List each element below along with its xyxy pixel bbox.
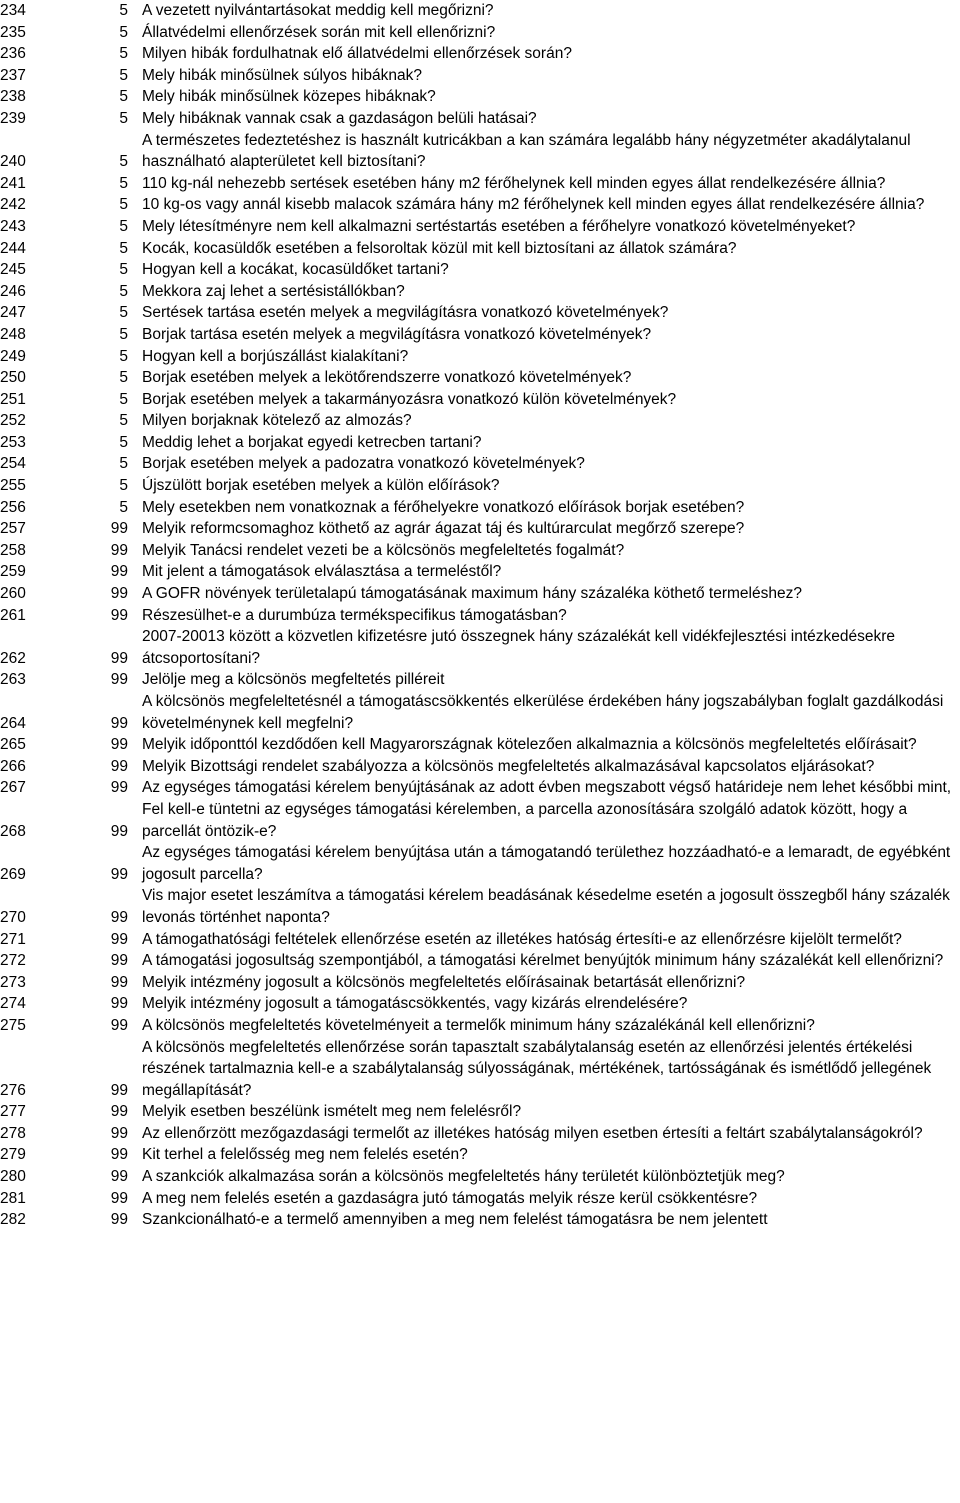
question-row [0, 259, 960, 281]
question-number: 238 [0, 88, 26, 106]
question-row [0, 173, 960, 195]
question-row [0, 561, 960, 583]
question-number: 276 [0, 1081, 26, 1099]
question-number: 247 [0, 304, 26, 322]
question-category: 99 [110, 1103, 128, 1121]
question-text: Mely hibák minősülnek súlyos hibáknak? [142, 66, 423, 84]
question-category: 99 [110, 1124, 128, 1142]
question-text: Melyik időponttól kezdődően kell Magyarországnak kötelezően alkalmaznia a kölcsönös megfeleltetés előírásait? [142, 736, 917, 754]
question-category: 5 [119, 239, 128, 257]
question-row [0, 1015, 960, 1037]
question-row [0, 1101, 960, 1123]
question-category: 99 [110, 541, 128, 559]
question-category: 99 [110, 822, 128, 840]
question-number: 241 [0, 174, 26, 192]
question-number: 250 [0, 369, 26, 387]
question-category: 99 [110, 736, 128, 754]
question-row [0, 777, 960, 799]
question-text: Az egységes támogatási kérelem benyújtása után a támogatandó területhez hozzáadható-e a lemaradt, de egyébként jogosult parcella? [142, 844, 951, 883]
question-category: 99 [110, 952, 128, 970]
question-number: 240 [0, 153, 26, 171]
question-row [0, 86, 960, 108]
question-category: 5 [119, 390, 128, 408]
question-number: 275 [0, 1016, 26, 1034]
question-number: 255 [0, 477, 26, 495]
question-row [0, 497, 960, 519]
question-text: Sertések tartása esetén melyek a megvilágításra vonatkozó követelmények? [142, 304, 669, 322]
question-row [0, 1166, 960, 1188]
question-text: Borjak esetében melyek a takarmányozásra vonatkozó külön követelmények? [142, 390, 677, 408]
question-row [0, 1209, 960, 1231]
question-row [0, 518, 960, 540]
question-category: 99 [110, 1146, 128, 1164]
question-text: A kölcsönös megfeleltetésnél a támogatáscsökkentés elkerülése érdekében hány jogszabályban foglalt gazdálkodási követelménynek kell megfelni? [142, 693, 944, 732]
question-category: 5 [119, 304, 128, 322]
question-category: 99 [110, 606, 128, 624]
question-text: Milyen borjaknak kötelező az almozás? [142, 412, 412, 430]
question-row [0, 216, 960, 238]
question-row [0, 583, 960, 605]
question-text: Melyik Tanácsi rendelet vezeti be a kölcsönös megfeleltetés fogalmát? [142, 541, 625, 559]
question-text: Szankcionálható-e a termelő amennyiben a meg nem felelést támogatásra be nem jelentett [142, 1211, 768, 1229]
question-number: 279 [0, 1146, 26, 1164]
question-text: Melyik Bizottsági rendelet szabályozza a kölcsönös megfeleltetés alkalmazásával kapcsolatos eljárásokat? [142, 757, 875, 775]
question-row [0, 324, 960, 346]
question-row [0, 410, 960, 432]
question-text: Kit terhel a felelősség meg nem felelés esetén? [142, 1146, 468, 1164]
question-category: 99 [110, 649, 128, 667]
question-number: 266 [0, 757, 26, 775]
question-row [0, 475, 960, 497]
question-text: A meg nem felelés esetén a gazdaságra jutó támogatás melyik része kerül csökkentésre? [142, 1189, 758, 1207]
question-text: A vezetett nyilvántartásokat meddig kell megőrizni? [142, 2, 494, 19]
question-category: 5 [119, 217, 128, 235]
question-row [0, 799, 960, 842]
question-number: 246 [0, 282, 26, 300]
question-row [0, 389, 960, 411]
question-category: 99 [110, 865, 128, 883]
question-number: 239 [0, 109, 26, 127]
question-category: 99 [110, 779, 128, 797]
question-category: 5 [119, 433, 128, 451]
question-category: 5 [119, 369, 128, 387]
question-number: 236 [0, 45, 26, 63]
question-text: 10 kg-os vagy annál kisebb malacok számára hány m2 férőhelynek kell minden egyes állat rendelkezésére állnia? [142, 196, 925, 214]
question-number: 281 [0, 1189, 26, 1207]
question-number: 263 [0, 671, 26, 689]
question-number: 273 [0, 973, 26, 991]
question-number: 248 [0, 325, 26, 343]
question-row [0, 0, 960, 22]
question-text: Részesülhet-e a durumbúza termékspecifikus támogatásban? [142, 606, 567, 624]
question-number: 274 [0, 995, 26, 1013]
question-text: Mely hibák minősülnek közepes hibáknak? [142, 88, 436, 106]
question-number: 265 [0, 736, 26, 754]
question-category: 99 [110, 757, 128, 775]
question-category: 5 [119, 477, 128, 495]
question-category: 99 [110, 714, 128, 732]
question-row [0, 43, 960, 65]
question-row [0, 281, 960, 303]
question-text: Mely létesítményre nem kell alkalmazni sertéstartás esetében a férőhelyre vonatkozó követelményeket? [142, 217, 856, 235]
question-number: 280 [0, 1168, 26, 1186]
question-category: 5 [119, 412, 128, 430]
question-number: 243 [0, 217, 26, 235]
question-category: 5 [119, 66, 128, 84]
question-text: Melyik reformcsomaghoz köthető az agrár ágazat táj és kultúrarculat megőrző szerepe? [142, 520, 745, 538]
question-text: Az egységes támogatási kérelem benyújtásának az adott évben megszabott végső határideje nem lehet későbbi mint, [142, 779, 952, 797]
question-number: 278 [0, 1124, 26, 1142]
question-row [0, 65, 960, 87]
question-number: 267 [0, 779, 26, 797]
question-text: A természetes fedeztetéshez is használt kutricákban a kan számára legalább hány négyzetméter akadálytalanul használható alapterületet kell biztosítani? [142, 131, 911, 171]
question-row [0, 1123, 960, 1145]
question-category: 99 [110, 671, 128, 689]
question-text: A kölcsönös megfeleltetés követelményeit a termelők minimum hány százalékánál kell ellenőrizni? [142, 1016, 815, 1034]
question-number: 249 [0, 347, 26, 365]
question-text: Melyik intézmény jogosult a kölcsönös megfeleltetés előírásainak betartását ellenőrizni? [142, 973, 746, 991]
question-text: Vis major esetet leszámítva a támogatási kérelem beadásának késedelme esetén a jogosult összegből hány százalék levonás történhet naponta? [142, 887, 950, 926]
question-text: Hogyan kell a kocákat, kocasüldőket tartani? [142, 261, 449, 279]
question-number: 258 [0, 541, 26, 559]
question-number: 257 [0, 520, 26, 538]
question-text: Mit jelent a támogatások elválasztása a termeléstől? [142, 563, 502, 581]
question-row [0, 756, 960, 778]
question-number: 269 [0, 865, 26, 883]
question-category: 99 [110, 995, 128, 1013]
question-category: 99 [110, 1189, 128, 1207]
question-row [0, 842, 960, 885]
question-category: 99 [110, 1016, 128, 1034]
question-number: 251 [0, 390, 26, 408]
question-number: 271 [0, 930, 26, 948]
question-number: 235 [0, 23, 26, 41]
question-number: 245 [0, 261, 26, 279]
question-text: 2007-20013 között a közvetlen kifizetésre jutó összegnek hány százalékát kell vidékfejlesztési intézkedésekre átcsoportosítani? [142, 628, 896, 667]
question-number: 256 [0, 498, 26, 516]
question-number: 242 [0, 196, 26, 214]
question-row [0, 1188, 960, 1210]
question-row [0, 1144, 960, 1166]
question-number: 272 [0, 952, 26, 970]
question-category: 5 [119, 174, 128, 192]
question-text: A GOFR növények területalapú támogatásának maximum hány százaléka köthető termeléshez? [142, 585, 802, 603]
question-row [0, 626, 960, 669]
question-number: 277 [0, 1103, 26, 1121]
question-row [0, 130, 960, 173]
question-category: 99 [110, 1168, 128, 1186]
question-number: 260 [0, 585, 26, 603]
question-text: Mekkora zaj lehet a sertésistállókban? [142, 282, 405, 300]
question-row [0, 194, 960, 216]
question-number: 261 [0, 606, 26, 624]
question-row [0, 734, 960, 756]
question-row [0, 605, 960, 627]
question-number: 259 [0, 563, 26, 581]
question-number: 252 [0, 412, 26, 430]
question-row [0, 432, 960, 454]
question-category: 99 [110, 1081, 128, 1099]
question-text: Állatvédelmi ellenőrzések során mit kell ellenőrizni? [142, 23, 496, 41]
question-row [0, 972, 960, 994]
question-category: 5 [119, 282, 128, 300]
question-category: 5 [119, 153, 128, 171]
question-number: 234 [0, 2, 26, 19]
question-category: 5 [119, 498, 128, 516]
question-number: 237 [0, 66, 26, 84]
question-category: 5 [119, 88, 128, 106]
question-text: Mely esetekben nem vonatkoznak a férőhelyekre vonatkozó előírások borjak esetében? [142, 498, 745, 516]
question-category: 5 [119, 2, 128, 19]
question-text: Újszülött borjak esetében melyek a külön előírások? [142, 477, 500, 495]
question-number: 268 [0, 822, 26, 840]
question-row [0, 1037, 960, 1102]
question-text: Jelölje meg a kölcsönös megfeltetés pilléreit [142, 671, 445, 689]
question-number: 282 [0, 1211, 26, 1229]
question-number: 264 [0, 714, 26, 732]
question-row [0, 367, 960, 389]
question-category: 5 [119, 23, 128, 41]
question-category: 5 [119, 109, 128, 127]
question-category: 99 [110, 930, 128, 948]
question-text: A szankciók alkalmazása során a kölcsönös megfeleltetés hány területét különböztetjük meg? [142, 1168, 785, 1186]
question-text: Mely hibáknak vannak csak a gazdaságon belüli hatásai? [142, 109, 537, 127]
question-row [0, 453, 960, 475]
question-category: 99 [110, 563, 128, 581]
question-number: 244 [0, 239, 26, 257]
question-category: 99 [110, 520, 128, 538]
question-row [0, 950, 960, 972]
question-text: A támogatási jogosultság szempontjából, a támogatási kérelmet benyújtók minimum hány százalékát kell ellenőrizni? [142, 952, 944, 970]
question-text: Borjak esetében melyek a padozatra vonatkozó követelmények? [142, 455, 585, 473]
question-row [0, 108, 960, 130]
question-text: Kocák, kocasüldők esetében a felsoroltak közül mit kell biztosítani az állatok számára? [142, 239, 737, 257]
question-text: Az ellenőrzött mezőgazdasági termelőt az illetékes hatóság milyen esetben értesíti a feltárt szabálytalanságokról? [142, 1124, 923, 1142]
question-row [0, 669, 960, 691]
question-row [0, 885, 960, 928]
question-row [0, 346, 960, 368]
question-row [0, 238, 960, 260]
question-number: 270 [0, 908, 26, 926]
question-category: 5 [119, 325, 128, 343]
question-category: 99 [110, 973, 128, 991]
question-text: Melyik intézmény jogosult a támogatáscsökkentés, vagy kizárás elrendelésére? [142, 995, 688, 1013]
question-text: Fel kell-e tüntetni az egységes támogatási kérelemben, a parcella azonosítására szolgáló adatok között, hogy a parcellát öntözik-e? [142, 800, 908, 840]
question-row [0, 302, 960, 324]
question-text: Milyen hibák fordulhatnak elő állatvédelmi ellenőrzések során? [142, 45, 572, 63]
question-number: 262 [0, 649, 26, 667]
question-text: Hogyan kell a borjúszállást kialakítani? [142, 347, 409, 365]
question-number: 253 [0, 433, 26, 451]
question-text: Borjak esetében melyek a lekötőrendszerre vonatkozó követelmények? [142, 369, 632, 387]
question-text: Meddig lehet a borjakat egyedi ketrecben tartani? [142, 433, 482, 451]
question-category: 99 [110, 1211, 128, 1229]
question-row [0, 540, 960, 562]
question-text: A kölcsönös megfeleltetés ellenőrzése során tapasztalt szabálytalanság esetén az ellenőrzési jelentés értékelési részének tartalmaznia kell-e a szabálytalanság súlyosságának, mértékének, tartósságának és ismétlődő jellegének megállapítását? [142, 1038, 932, 1099]
question-category: 5 [119, 261, 128, 279]
question-row [0, 929, 960, 951]
question-category: 5 [119, 196, 128, 214]
question-category: 5 [119, 455, 128, 473]
question-row [0, 691, 960, 734]
question-category: 99 [110, 908, 128, 926]
question-text: 110 kg-nál nehezebb sertések esetében hány m2 férőhelynek kell minden egyes állat rendelkezésére állnia? [142, 174, 886, 192]
question-category: 99 [110, 585, 128, 603]
question-category: 5 [119, 45, 128, 63]
question-number: 254 [0, 455, 26, 473]
question-text: Melyik esetben beszélünk ismételt meg nem felelésről? [142, 1103, 522, 1121]
question-row [0, 22, 960, 44]
question-row [0, 993, 960, 1015]
question-category: 5 [119, 347, 128, 365]
question-text: A támogathatósági feltételek ellenőrzése esetén az illetékes hatóság értesíti-e az ellenőrzésre kijelölt termelőt? [142, 930, 902, 948]
question-text: Borjak tartása esetén melyek a megvilágításra vonatkozó követelmények? [142, 325, 652, 343]
